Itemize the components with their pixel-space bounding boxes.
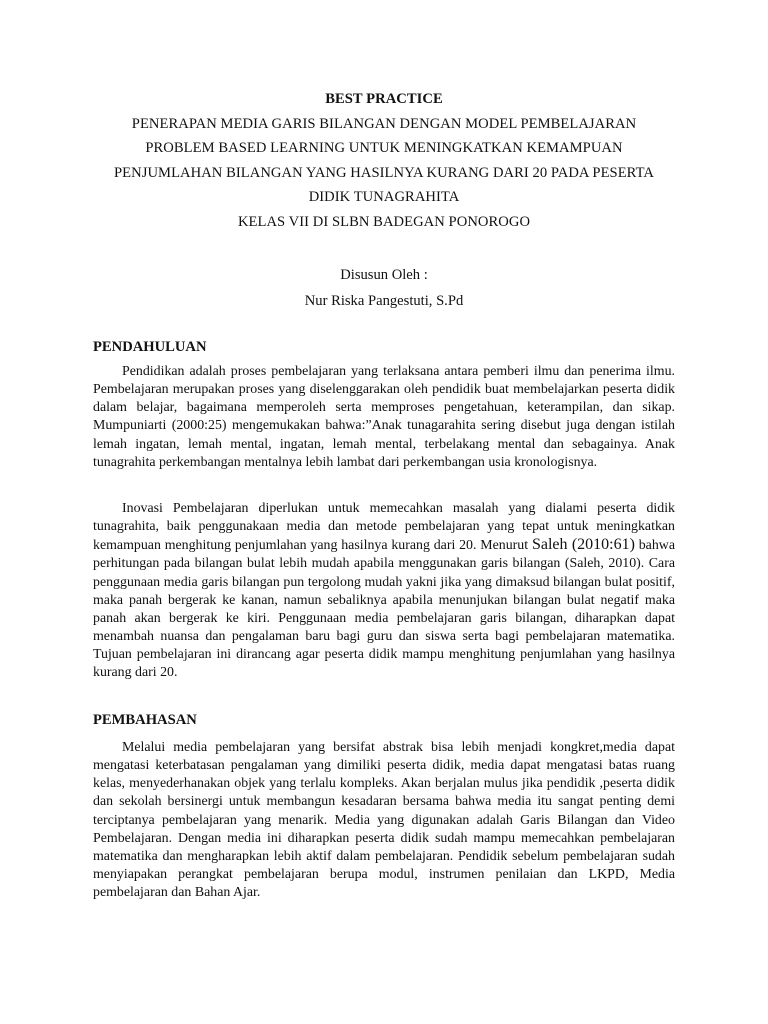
citation-text: Saleh (2010:61) [531, 536, 635, 554]
paragraph-text: bahwa perhitungan pada bilangan bulat lebih mudah apabila menggunakan garis bilangan (Saleh, 2010). Cara penggunaan media garis bilangan pun tergolong mudah yakni jika yang dimaksud bilangan bulat positif, maka panah bergerak ke kanan, namun sebaliknya apabila menunjukan bilangan bulat negatif maka panah akan bergerak ke kiri. Penggunaan media pembelajaran garis bilangan, diharapkan dapat menambah nuansa dan pengalaman baru bagi guru dan siswa serta bagi pembelajaran matematika. Tujuan pembelajaran ini dirancang agar peserta didik mampu menghitung penjumlahan yang hasilnya kurang dari 20. [93, 538, 675, 681]
author-label: Disusun Oleh : [340, 267, 428, 283]
section-heading-pembahasan: PEMBAHASAN [93, 712, 197, 728]
paragraph-pendahuluan-2 [93, 500, 675, 683]
subtitle-line: PENJUMLAHAN BILANGAN YANG HASILNYA KURANG DARI 20 PADA PESERTA [114, 164, 654, 181]
subtitle-line: KELAS VII DI SLBN BADEGAN PONOROGO [237, 213, 531, 230]
paragraph-pembahasan-1: Melalui media pembelajaran yang bersifat abstrak bisa lebih menjadi kongkret,media dapat mengatasi keterbatasan pengalaman yang dimiliki peserta didik, media dapat mengatasi batas ruang kelas, menyederhanakan objek yang terlalu kompleks. Akan berjalan mulus jika pendidik ,peserta didik dan sekolah bersinergi untuk membangun kesadaran bersama bahwa media itu sangat penting demi terciptanya pembelajaran yang menarik. Media yang digunakan adalah Garis Bilangan dan Video Pembelajaran. Dengan media ini diharapkan peserta didik sudah mampu memecahkan pembelajaran matematika dan mengharapkan lebih aktif dalam pembelajaran. Pendidik sebelum pembelajaran sudah menyiapakan perangkat pembelajaran berupa modul, instrumen penilaian dan LKPD, Media pembelajaran dan Bahan Ajar. [93, 740, 675, 901]
document-title: BEST PRACTICE [325, 91, 443, 107]
subtitle-line: DIDIK TUNAGRAHITA [308, 189, 460, 206]
paragraph-pendahuluan-1: Pendidikan adalah proses pembelajaran yang terlaksana antara pemberi ilmu dan penerima ilmu. Pembelajaran merupakan proses yang diselenggarakan oleh pendidik buat membelajarkan peserta didik dalam belajar, bagaimana memperoleh serta memproses pengetahuan, keterampilan, dan sikap. Mumpuniarti (2000:25) mengemukakan bahwa:”Anak tunagarahita sering disebut juga dengan istilah lemah ingatan, lemah mental, ingatan, lemah mental, terbelakang mental dan sebagainya. Anak tunagrahita perkembangan mentalnya lebih lambat dari perkembangan usia kronologisnya. [93, 364, 675, 470]
subtitle-line: PROBLEM BASED LEARNING UNTUK MENINGKATKAN KEMAMPUAN [145, 140, 623, 157]
paragraph-text: Inovasi Pembelajaran diperlukan untuk memecahkan masalah yang dialami peserta didik tunagrahita, baik penggunakaan media dan metode pembelajaran yang tepat untuk meningkatkan kemampuan menghitung penjumlahan yang hasilnya kurang dari 20. Menurut [93, 501, 675, 554]
subtitle-line: PENERAPAN MEDIA GARIS BILANGAN DENGAN MODEL PEMBELAJARAN [131, 115, 637, 132]
author-name: Nur Riska Pangestuti, S.Pd [304, 293, 464, 309]
title-block [0, 87, 768, 235]
section-heading-pendahuluan: PENDAHULUAN [93, 339, 207, 355]
author-block [0, 262, 768, 314]
